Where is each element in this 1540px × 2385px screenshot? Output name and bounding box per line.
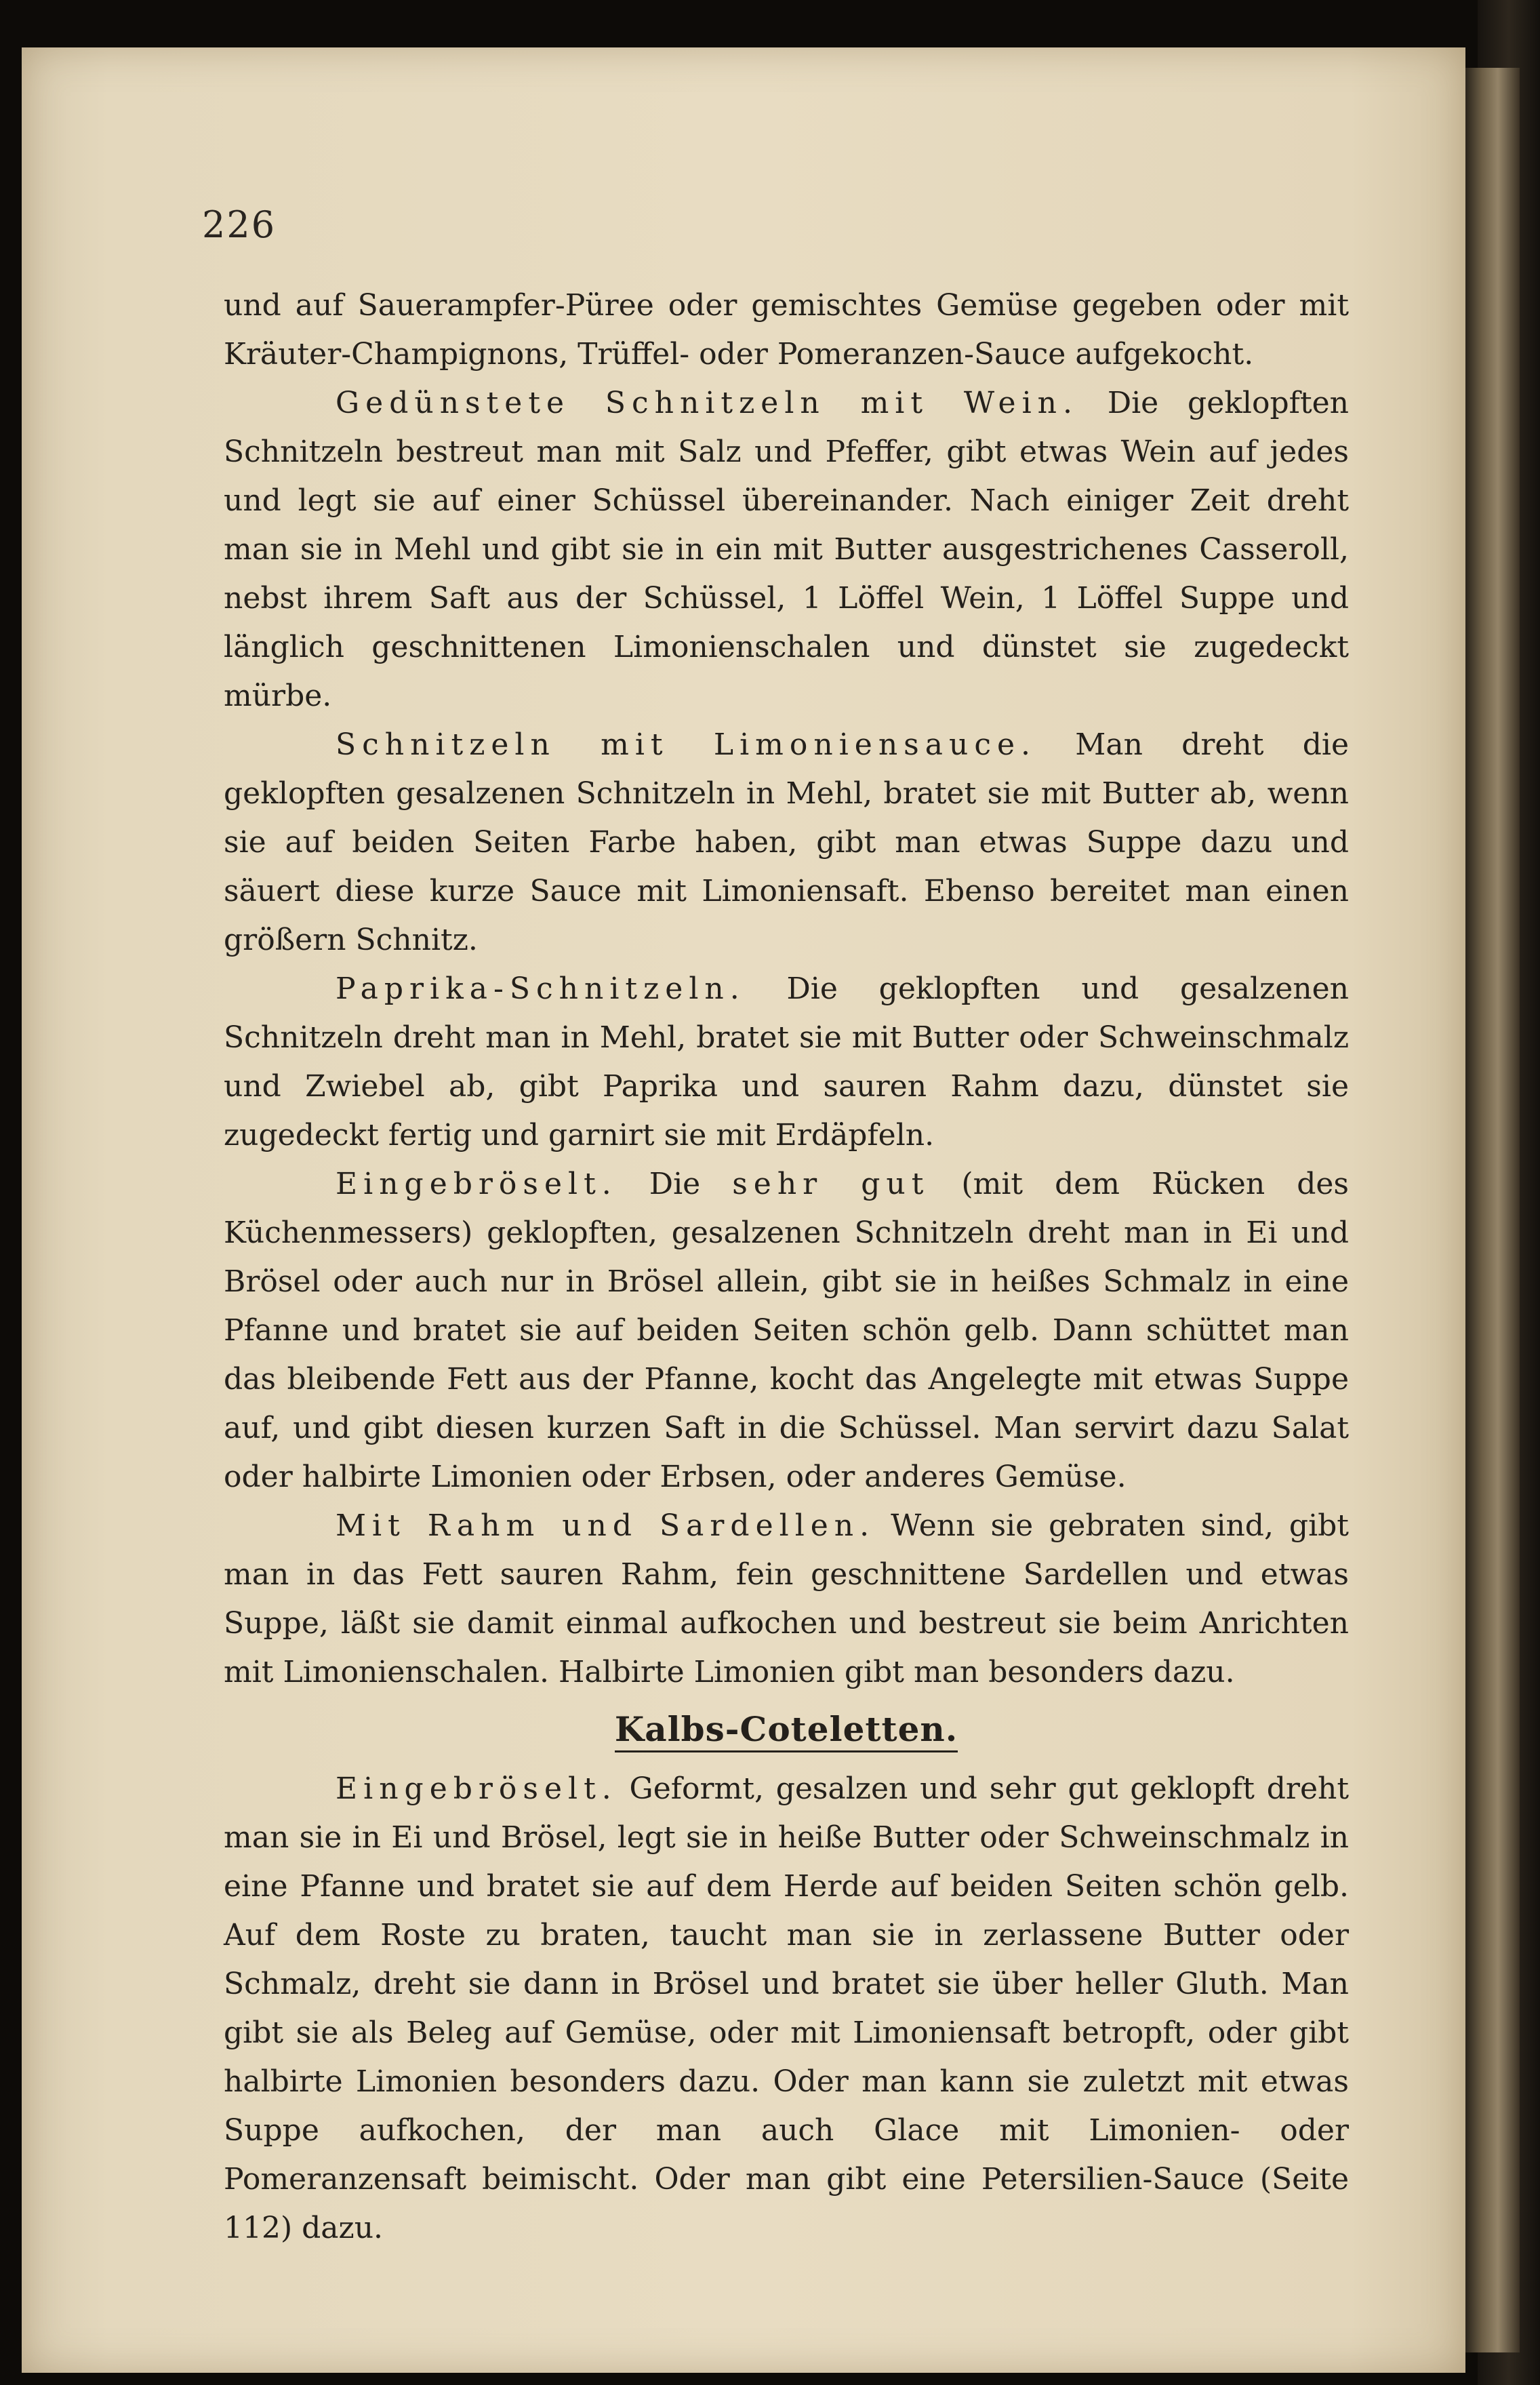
recipe-text-lead: Die xyxy=(617,1167,733,1201)
recipe-title: Gedünstete Schnitzeln mit Wein. xyxy=(336,386,1078,420)
recipe-paprika-schnitzeln xyxy=(224,965,1349,1160)
recipe-text: Die geklopften Schnitzeln bestreut man mit Salz und Pfeffer, gibt etwas Wein auf jedes und legt sie auf einer Schüssel übereinander. Nach einiger Zeit dreht man sie in Mehl und gibt sie in ein mit Butter ausgestrichenes Casseroll, nebst ihrem Saft aus der Schüssel, 1 Löffel Wein, 1 Löffel Suppe und länglich geschnittenen Limonienschalen und dünstet sie zugedeckt mürbe. xyxy=(224,386,1349,713)
facing-page-edge xyxy=(1465,68,1520,2352)
recipe-text: Wenn sie gebraten sind, gibt man in das Fett sauren Rahm, fein geschnittene Sardellen und etwas Suppe, läßt sie damit einmal aufkochen und bestreut sie beim Anrichten mit Limonienschalen. Halbirte Limonien gibt man besonders dazu. xyxy=(224,1508,1349,1689)
recipe-schnitzeln-limoniensauce xyxy=(224,721,1349,965)
page-number: 226 xyxy=(202,203,277,246)
page-body xyxy=(224,281,1349,2253)
recipe-text: Man dreht die geklopften gesalzenen Schnitzeln in Mehl, bratet sie mit Butter ab, wenn sie auf beiden Seiten Farbe haben, gibt man etwas Suppe dazu und säuert diese kurze Sauce mit Limoniensaft. Ebenso bereitet man einen größern Schnitz. xyxy=(224,727,1349,957)
emphasis-spaced: sehr gut xyxy=(732,1167,930,1201)
recipe-coteletten-eingebroeselt xyxy=(224,1765,1349,2253)
recipe-text: Geformt, gesalzen und sehr gut geklopft dreht man sie in Ei und Brösel, legt sie in heiße Butter oder Schweinschmalz in eine Pfanne und bratet sie auf dem Herde auf beiden Seiten schön gelb. Auf dem Roste zu braten, taucht man sie in zerlassene Butter oder Schmalz, dreht sie dann in Brösel und bratet sie über heller Gluth. Man gibt sie als Beleg auf Gemüse, oder mit Limoniensaft betropft, oder gibt halbirte Limonien besonders dazu. Oder man kann sie zuletzt mit etwas Suppe aufkochen, der man auch Glace mit Limonien- oder Pomeranzensaft beimischt. Oder man gibt eine Petersilien-Sauce (Seite 112) dazu. xyxy=(224,1771,1349,2245)
recipe-title: Eingebröselt. xyxy=(336,1771,617,1806)
recipe-title: Mit Rahm und Sardellen. xyxy=(336,1508,876,1543)
section-heading xyxy=(224,1704,1349,1755)
recipe-title: Paprika-Schnitzeln. xyxy=(336,971,746,1006)
paragraph-text: und auf Sauerampfer-Püree oder gemischtes Gemüse gegeben oder mit Kräuter-Champignons, Trüffel- oder Pomeranzen-Sauce aufgekocht. xyxy=(224,288,1349,372)
recipe-title: Schnitzeln mit Limoniensauce. xyxy=(336,727,1036,762)
section-heading-text: Kalbs-Coteletten. xyxy=(615,1709,958,1752)
recipe-text: (mit dem Rücken des Küchenmessers) geklopften, gesalzenen Schnitzeln dreht man in Ei und Brösel oder auch nur in Brösel allein, gibt sie in heißes Schmalz in eine Pfanne und bratet sie auf beiden Seiten schön gelb. Dann schüttet man das bleibende Fett aus der Pfanne, kocht das Angelegte mit etwas Suppe auf, und gibt diesen kurzen Saft in die Schüssel. Man servirt dazu Salat oder halbirte Limonien oder Erbsen, oder anderes Gemüse. xyxy=(224,1167,1349,1494)
recipe-gedunstete-schnitzeln xyxy=(224,379,1349,721)
recipe-rahm-sardellen xyxy=(224,1502,1349,1697)
recipe-title: Eingebröselt. xyxy=(336,1167,617,1201)
recipe-eingebroeselt xyxy=(224,1160,1349,1502)
recipe-text: Die geklopften und gesalzenen Schnitzeln dreht man in Mehl, bratet sie mit Butter oder Schweinschmalz und Zwiebel ab, gibt Paprika und sauren Rahm dazu, dünstet sie zugedeckt fertig und garnirt sie mit Erdäpfeln. xyxy=(224,971,1349,1153)
paragraph-continuation xyxy=(224,281,1349,379)
